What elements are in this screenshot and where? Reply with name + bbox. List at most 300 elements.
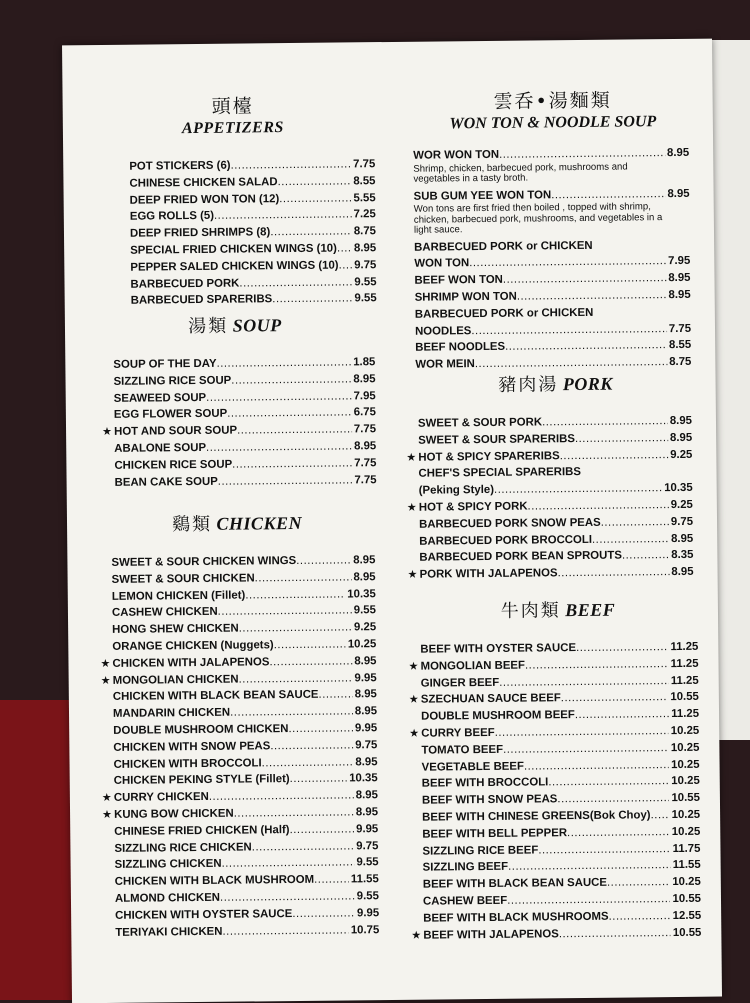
star-icon	[118, 192, 130, 209]
menu-item-name: SIZZLING CHICKEN	[114, 858, 222, 872]
menu-item-name: TOMATO BEEF	[421, 743, 504, 757]
menu-item	[411, 924, 701, 944]
menu-item	[406, 446, 692, 466]
chicken-heading-cn: 鷄類	[171, 513, 213, 536]
beef-section	[408, 595, 712, 944]
menu-item-name: BEEF WITH BLACK BEAN SAUCE	[422, 876, 608, 891]
leader-dots	[220, 888, 355, 906]
menu-item-price: 8.95	[669, 414, 693, 428]
star-icon: ★	[102, 426, 113, 439]
leader-dots	[279, 190, 351, 208]
menu-item-price: 7.75	[354, 473, 377, 486]
star-icon	[103, 474, 115, 491]
star-icon	[118, 243, 130, 260]
menu-item-price: 9.75	[356, 839, 379, 852]
chicken-section	[87, 508, 391, 941]
wonton-list	[403, 145, 705, 374]
chicken-heading-en: CHICKEN	[216, 512, 303, 534]
menu-item-price: 10.75	[350, 923, 380, 936]
star-icon	[408, 642, 420, 659]
leader-dots	[296, 552, 351, 569]
menu-item-name: MANDARIN CHICKEN	[112, 706, 231, 721]
menu-item-name: HOT & SPICY SPARERIBS	[418, 449, 560, 464]
appetizers-heading	[83, 90, 383, 139]
menu-item-name: MONGOLIAN CHICKEN	[112, 673, 239, 687]
menu-item-price: 10.55	[672, 892, 702, 906]
menu-item-name: MONGOLIAN BEEF	[420, 659, 526, 673]
menu-item	[407, 564, 693, 584]
menu-item-price: 9.95	[356, 822, 379, 836]
star-icon	[103, 874, 115, 891]
menu-item-price: 5.55	[353, 191, 376, 204]
leader-dots	[622, 547, 669, 564]
menu-item-name: SWEET & SOUR PORK	[417, 416, 543, 430]
sub-gum-description: Won tons are first fried then boiled , topped with shrimp, chicken, barbecued pork, mushrooms, and vegetables in a light sauce.	[413, 201, 663, 236]
menu-item-name: HOT AND SOUR SOUP	[114, 424, 238, 439]
menu-item-price: 7.75	[353, 158, 376, 171]
menu-item-name: SOUP OF THE DAY	[113, 357, 217, 371]
right-column	[402, 39, 702, 942]
leader-dots	[222, 922, 348, 940]
menu-item-price: 8.95	[354, 705, 378, 718]
menu-item-beef-won-ton: BEEF WON TON ..... 8.95	[414, 270, 690, 290]
star-icon	[101, 357, 113, 374]
leader-dots	[560, 447, 669, 465]
menu-item-price: 11.25	[670, 640, 699, 654]
leader-dots	[607, 874, 671, 891]
soup-list	[85, 354, 386, 492]
leader-dots	[503, 740, 669, 759]
soup-heading-en: SOUP	[232, 315, 282, 336]
menu-item-price: 8.95	[353, 554, 376, 567]
menu-item-name: PEPPER SALED CHICKEN WINGS (10)	[130, 259, 339, 274]
star-icon	[411, 910, 423, 927]
menu-item-name: SWEET & SOUR CHICKEN	[111, 572, 255, 586]
leader-dots	[601, 514, 669, 532]
menu-item-price: 10.25	[671, 808, 701, 822]
menu-item-price: 8.95	[670, 532, 694, 545]
leader-dots	[507, 891, 670, 910]
menu-item-name: CURRY BEEF	[421, 726, 495, 740]
leader-dots	[525, 656, 669, 674]
menu-item-price: 11.75	[672, 842, 701, 855]
star-icon	[409, 742, 421, 759]
bbq-won-ton-line1: BARBECUED PORK or CHICKEN	[414, 239, 593, 254]
star-icon	[118, 276, 130, 293]
leader-dots	[338, 257, 352, 274]
menu-item-price: 10.25	[671, 825, 701, 838]
menu-item-bbq-won-ton: WON TON ..... 7.95	[414, 253, 690, 273]
star-icon	[411, 894, 423, 911]
menu-item-price: 1.85	[353, 356, 376, 369]
menu-item-name: CHICKEN RICE SOUP	[114, 458, 233, 472]
soup-heading-cn: 湯類	[188, 315, 229, 338]
menu-item-price: 10.55	[672, 926, 702, 939]
star-icon	[101, 374, 113, 391]
leader-dots	[232, 455, 352, 473]
star-icon	[117, 159, 129, 176]
pork-heading-cn: 豬肉湯	[498, 374, 559, 396]
leader-dots	[209, 788, 354, 806]
menu-item-price: 8.95	[671, 565, 694, 579]
menu-item-price: 9.95	[354, 722, 378, 735]
star-icon: ★	[411, 929, 422, 942]
menu-item-bbq-noodles: NOODLES ..... 7.75	[415, 320, 691, 340]
leader-dots	[608, 908, 670, 925]
star-icon	[102, 840, 114, 857]
menu-item-name: BARBECUED PORK BROCCOLI	[419, 533, 593, 548]
menu-item-wor-won-ton: WOR WON TON ..... 8.95	[413, 145, 689, 165]
leader-dots	[230, 704, 353, 722]
menu-item-price: 8.95	[354, 688, 377, 701]
leader-dots	[495, 723, 669, 742]
menu-item-name: VEGETABLE BEEF	[421, 760, 524, 774]
star-icon: ★	[406, 501, 417, 514]
menu-item-name: CHICKEN WITH SNOW PEAS	[113, 740, 271, 754]
appetizers-section	[83, 90, 385, 310]
menu-item-name: SIZZLING RICE BEEF	[422, 844, 539, 858]
leader-dots	[290, 771, 348, 788]
menu-item-price: 11.25	[670, 674, 699, 687]
menu-item-name: HONG SHEW CHICKEN	[112, 622, 239, 637]
menu-item-name: ABALONE SOUP	[114, 441, 207, 455]
menu-item-name: DEEP FRIED WON TON (12)	[129, 192, 280, 207]
star-icon	[407, 533, 419, 550]
menu-item-price: 12.55	[672, 909, 702, 922]
soup-heading	[85, 310, 385, 339]
pork-section	[405, 369, 707, 584]
menu-item-price: 10.25	[670, 741, 700, 754]
leader-dots	[559, 925, 671, 943]
menu-item-name: POT STICKERS (6)	[129, 159, 231, 173]
pork-list-a	[406, 413, 693, 466]
wonton-heading-cn: 雲呑•湯麵類	[493, 89, 612, 113]
menu-item-name: GINGER BEEF	[420, 676, 500, 690]
leader-dots	[214, 207, 352, 225]
appetizers-list	[83, 156, 385, 310]
menu-item-price: 8.35	[671, 549, 694, 562]
left-column	[82, 42, 382, 939]
menu-item-beef-noodles: BEEF NOODLES ..... 8.55	[415, 337, 691, 357]
star-icon: ★	[100, 674, 111, 687]
menu-item-name: CHICKEN WITH JALAPENOS	[112, 656, 270, 670]
star-icon	[118, 209, 130, 226]
beef-heading	[408, 595, 708, 624]
leader-dots	[318, 687, 352, 704]
menu-item-price: 10.25	[347, 638, 377, 651]
star-icon: ★	[406, 451, 417, 464]
menu-item-name: DOUBLE MUSHROOM BEEF	[421, 709, 575, 723]
menu-item-price: 10.25	[671, 758, 700, 771]
leader-dots	[575, 706, 669, 724]
star-icon	[407, 550, 419, 567]
star-icon	[102, 390, 114, 407]
menu-item	[103, 922, 379, 942]
star-icon	[102, 824, 114, 841]
chicken-list	[87, 552, 391, 941]
star-icon	[406, 416, 418, 433]
star-icon	[409, 709, 421, 726]
menu-item-price: 8.95	[355, 789, 378, 802]
star-icon	[411, 860, 423, 877]
menu-item-name: BEEF WITH JALAPENOS	[423, 927, 559, 942]
menu-item-name: CHINESE CHICKEN SALAD	[129, 175, 278, 190]
menu-item-price: 10.35	[349, 772, 378, 785]
star-icon	[410, 826, 422, 843]
star-icon	[409, 675, 421, 692]
menu-item-price: 9.95	[356, 906, 380, 920]
menu-item-name: BEEF WITH OYSTER SAUCE	[420, 642, 577, 656]
menu-item-price: 8.95	[354, 654, 377, 668]
leader-dots	[592, 531, 669, 549]
pork-list-b	[407, 497, 694, 584]
beef-list	[408, 639, 711, 944]
menu-item-price: 11.25	[671, 707, 700, 721]
star-icon	[117, 176, 129, 193]
wor-won-ton-description: Shrimp, chicken, barbecued pork, mushrooms and vegetables in a tasty broth.	[413, 161, 628, 185]
menu-item-name: CHICKEN PEKING STYLE (Fillet)	[113, 773, 290, 788]
star-icon	[102, 407, 114, 424]
menu-item	[103, 472, 377, 492]
leader-dots	[230, 156, 351, 174]
leader-dots	[216, 354, 351, 372]
menu-item-price: 10.25	[672, 875, 701, 889]
leader-dots	[239, 274, 352, 292]
bbq-noodles-line1: BARBECUED PORK or CHICKEN	[414, 306, 594, 321]
leader-dots	[557, 790, 669, 808]
star-icon	[103, 924, 115, 941]
menu-item-price: 8.95	[353, 570, 376, 584]
menu-item-name: EGG FLOWER SOUP	[113, 408, 228, 422]
menu-item-name: CASHEW CHICKEN	[111, 606, 218, 620]
menu-item-price: 8.95	[353, 372, 376, 386]
leader-dots	[277, 173, 351, 191]
menu-item-price: 9.75	[670, 515, 694, 528]
menu-item-name: ALMOND CHICKEN	[114, 891, 221, 905]
leader-dots	[252, 838, 355, 856]
star-icon	[410, 759, 422, 776]
leader-dots	[234, 804, 354, 822]
star-icon	[102, 773, 114, 790]
star-icon	[99, 555, 111, 572]
menu-item-price: 9.25	[353, 621, 377, 634]
menu-item-price: 9.25	[670, 448, 693, 461]
menu-item-price: 9.75	[355, 738, 378, 752]
leader-dots	[542, 413, 668, 431]
menu-item-name: BEEF WITH BELL PEPPER	[422, 826, 568, 841]
menu-item-price: 7.25	[353, 208, 376, 221]
menu-item-name: TERIYAKI CHICKEN	[115, 925, 223, 939]
menu-item-name: CHINESE FRIED CHICKEN (Half)	[114, 823, 290, 838]
leader-dots	[567, 824, 670, 842]
menu-item-price: 9.55	[354, 275, 377, 288]
leader-dots	[231, 371, 351, 389]
appetizers-heading-en: APPETIZERS	[181, 119, 284, 138]
menu-item-name: PORK WITH JALAPENOS	[419, 567, 558, 581]
wonton-heading-en: WON TON & NOODLE SOUP	[449, 113, 657, 133]
beef-heading-en: BEEF	[565, 599, 616, 621]
leader-dots	[206, 388, 352, 406]
menu-item-price: 8.75	[353, 225, 377, 238]
menu-item-name: EGG ROLLS (5)	[129, 210, 215, 224]
menu-item-name: SZECHUAN SAUCE BEEF	[420, 692, 561, 707]
leader-dots	[557, 564, 669, 582]
menu-item	[119, 290, 377, 309]
menu-item-price: 9.75	[354, 258, 377, 272]
menu-item-price: 8.55	[353, 174, 376, 188]
menu-item-name: BEEF WITH SNOW PEAS	[421, 793, 558, 807]
menu-item-name: BARBECUED SPARERIBS	[130, 293, 273, 308]
star-icon	[101, 740, 113, 757]
menu-item-wor-mein: WOR MEIN ..... 8.75	[415, 354, 691, 374]
star-icon	[406, 432, 418, 449]
star-icon	[410, 810, 422, 827]
menu-item-price: 11.25	[670, 657, 699, 670]
leader-dots	[527, 497, 668, 515]
menu-item-price: 10.55	[670, 691, 699, 704]
menu-item-price: 8.95	[669, 431, 693, 444]
menu-item-chef-special-spareribs: (Peking Style) ..... 10.35	[407, 480, 693, 500]
menu-item-name: DOUBLE MUSHROOM CHICKEN	[113, 723, 289, 737]
star-icon	[411, 877, 423, 894]
leader-dots	[548, 773, 669, 791]
star-icon: ★	[102, 808, 113, 821]
menu-item-name: SPECIAL FRIED CHICKEN WINGS (10)	[130, 242, 337, 257]
leader-dots	[270, 224, 352, 242]
menu-item-price: 7.95	[353, 389, 376, 402]
menu-item-price: 6.75	[353, 406, 376, 419]
menu-item-price: 7.75	[353, 423, 377, 436]
beef-heading-cn: 牛肉類	[500, 600, 561, 622]
menu-item-name: CASHEW BEEF	[422, 894, 508, 908]
star-icon	[100, 605, 112, 622]
menu-item-price: 10.25	[670, 724, 700, 738]
menu-item-price: 10.35	[347, 587, 376, 601]
leader-dots	[499, 673, 669, 692]
leader-dots	[524, 757, 669, 775]
menu-item-price: 8.95	[353, 440, 377, 453]
menu-item-name: BARBECUED PORK BEAN SPROUTS	[419, 549, 622, 565]
leader-dots	[289, 821, 354, 838]
menu-item-name: CHICKEN WITH BROCCOLI	[113, 756, 262, 771]
menu-item-name: SIZZLING RICE CHICKEN	[114, 841, 252, 855]
leader-dots	[274, 636, 346, 654]
star-icon	[101, 689, 113, 706]
menu-item-price: 9.55	[354, 292, 377, 305]
menu-item-price: 8.95	[355, 755, 378, 768]
wonton-section	[402, 85, 705, 374]
star-icon	[103, 857, 115, 874]
menu-item-price: 9.55	[356, 890, 380, 903]
menu-item-price: 7.75	[354, 456, 377, 470]
star-icon	[100, 572, 112, 589]
star-icon: ★	[100, 657, 111, 670]
star-icon	[100, 622, 112, 639]
star-icon: ★	[101, 792, 112, 805]
appetizers-heading-cn: 頭檯	[211, 95, 254, 118]
leader-dots	[269, 653, 352, 671]
star-icon	[407, 516, 419, 533]
menu-item-price: 9.25	[670, 498, 693, 512]
star-icon	[102, 458, 114, 475]
star-icon: ★	[408, 660, 419, 673]
menu-item-name: SIZZLING RICE SOUP	[113, 374, 232, 388]
menu-item-price: 9.55	[356, 856, 379, 869]
pork-list	[406, 413, 708, 584]
leader-dots	[538, 841, 670, 859]
leader-dots	[576, 639, 669, 657]
star-icon: ★	[409, 727, 420, 740]
leader-dots	[650, 807, 669, 824]
leader-dots	[227, 405, 352, 423]
chicken-heading	[87, 508, 387, 537]
menu-item-name: BEEF WITH CHINESE GREENS(Bok Choy)	[422, 809, 651, 824]
menu-item-name: SIZZLING BEEF	[422, 861, 509, 875]
menu-item-name: DEEP FRIED SHRIMPS (8)	[129, 226, 271, 240]
menu-item-name: BEEF WITH BLACK MUSHROOMS	[423, 910, 609, 925]
menu-item-name: BEAN CAKE SOUP	[114, 475, 218, 489]
menu-item-price: 10.25	[671, 775, 700, 788]
menu-item-name: BARBECUED PORK SNOW PEAS	[418, 516, 601, 531]
menu-item-name: CHICKEN WITH BLACK BEAN SAUCE	[112, 689, 319, 704]
menu-item-name: BEEF WITH BROCCOLI	[421, 776, 549, 791]
leader-dots	[270, 737, 353, 755]
leader-dots	[288, 720, 353, 737]
menu-page	[62, 39, 722, 1003]
menu-item-name: HOT & SPICY PORK	[418, 500, 528, 514]
soup-section	[85, 310, 387, 492]
star-icon	[118, 226, 130, 243]
leader-dots	[239, 620, 352, 638]
menu-item-price: 8.95	[353, 242, 377, 255]
wonton-heading	[402, 85, 702, 134]
leader-dots	[239, 670, 353, 688]
leader-dots	[221, 855, 354, 873]
menu-item-name: CURRY CHICKEN	[113, 791, 209, 805]
menu-item-price: 9.95	[354, 671, 377, 684]
menu-item-name: ORANGE CHICKEN (Nuggets)	[112, 639, 274, 653]
leader-dots	[245, 586, 345, 604]
leader-dots	[262, 754, 354, 772]
menu-item-price: 10.55	[671, 791, 700, 805]
leader-dots	[508, 857, 671, 875]
star-icon	[103, 908, 115, 925]
leader-dots	[218, 472, 353, 490]
menu-item-name: BARBECUED PORK	[130, 277, 240, 291]
leader-dots	[218, 603, 352, 621]
menu-item-price: 11.55	[672, 859, 701, 872]
star-icon	[100, 639, 112, 656]
leader-dots	[337, 240, 352, 257]
star-icon	[100, 589, 112, 606]
star-icon	[101, 756, 113, 773]
menu-item-name: SWEET & SOUR SPARERIBS	[418, 432, 575, 447]
star-icon	[410, 793, 422, 810]
star-icon	[118, 259, 130, 276]
star-icon: ★	[407, 568, 418, 581]
star-icon	[410, 776, 422, 793]
leader-dots	[255, 569, 352, 587]
star-icon	[119, 293, 131, 310]
menu-item-name: CHICKEN WITH OYSTER SAUCE	[115, 907, 293, 922]
star-icon	[410, 843, 422, 860]
menu-item-name: SEAWEED SOUP	[113, 391, 207, 405]
star-icon: ★	[408, 694, 419, 707]
pork-heading	[405, 369, 705, 398]
menu-item-name: LEMON CHICKEN (Fillet)	[111, 589, 246, 603]
star-icon	[103, 891, 115, 908]
chef-special-line1: CHEF'S SPECIAL SPARERIBS	[418, 466, 582, 481]
